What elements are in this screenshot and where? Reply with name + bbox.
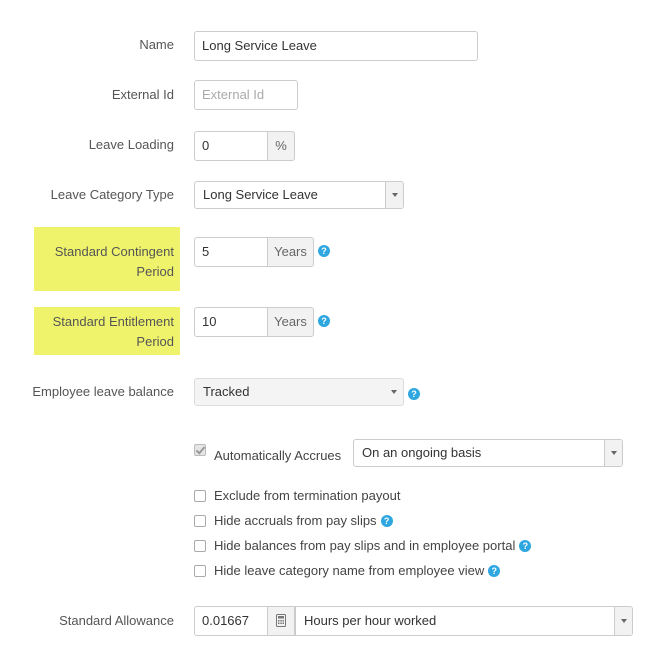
exclude-termination-checkbox[interactable] — [194, 490, 206, 502]
hide-balances-label: Hide balances from pay slips and in employee portal ? — [214, 538, 531, 554]
hide-category-name-label: Hide leave category name from employee view ? — [214, 563, 500, 579]
name-input[interactable]: Long Service Leave — [194, 31, 478, 61]
hide-accruals-label: Hide accruals from pay slips ? — [214, 513, 393, 529]
external-id-input[interactable]: External Id — [194, 80, 298, 110]
automatically-accrues-value: On an ongoing basis — [362, 445, 482, 460]
employee-leave-balance-value: Tracked — [203, 384, 250, 399]
chevron-down-icon — [391, 390, 397, 394]
leave-loading-input[interactable]: 0 — [194, 131, 268, 161]
entitlement-period-label: Standard Entitlement Period — [52, 314, 174, 349]
hide-category-name-help-icon[interactable]: ? — [488, 565, 500, 577]
chevron-down-icon — [392, 193, 398, 197]
automatically-accrues-label: Automatically Accrues — [214, 448, 342, 463]
employee-leave-balance-label: Employee leave balance — [32, 384, 174, 399]
chevron-down-icon — [621, 619, 627, 623]
calculator-addon[interactable] — [267, 606, 295, 636]
hide-category-name-checkbox[interactable] — [194, 565, 206, 577]
automatically-accrues-checkbox[interactable] — [194, 444, 206, 456]
calculator-icon — [276, 614, 286, 627]
contingent-period-input[interactable]: 5 — [194, 237, 268, 267]
leave-category-type-value: Long Service Leave — [203, 187, 318, 202]
contingent-period-unit: Years — [267, 237, 314, 267]
leave-loading-label: Leave Loading — [88, 137, 174, 152]
standard-allowance-label: Standard Allowance — [59, 613, 174, 628]
allowance-unit-value: Hours per hour worked — [304, 613, 437, 628]
allowance-unit-select[interactable] — [295, 606, 633, 636]
entitlement-period-input[interactable]: 10 — [194, 307, 268, 337]
leave-category-type-label: Leave Category Type — [50, 187, 174, 202]
contingent-period-label: Standard Contingent Period — [54, 244, 174, 279]
hide-balances-checkbox[interactable] — [194, 540, 206, 552]
hide-balances-help-icon[interactable]: ? — [519, 540, 531, 552]
contingent-period-help-icon[interactable]: ? — [318, 245, 330, 257]
employee-leave-balance-help-icon[interactable]: ? — [408, 388, 420, 400]
entitlement-period-unit: Years — [267, 307, 314, 337]
allowance-unit-dropdown-button[interactable] — [614, 607, 632, 635]
exclude-termination-label: Exclude from termination payout — [214, 488, 401, 503]
employee-leave-balance-select[interactable] — [194, 378, 404, 406]
automatically-accrues-dropdown-button[interactable] — [604, 440, 622, 466]
entitlement-period-help-icon[interactable]: ? — [318, 315, 330, 327]
chevron-down-icon — [611, 451, 617, 455]
automatically-accrues-select[interactable] — [353, 439, 623, 467]
name-label: Name — [139, 37, 174, 52]
standard-allowance-input[interactable]: 0.01667 — [194, 606, 268, 636]
leave-category-type-select[interactable] — [194, 181, 404, 209]
external-id-label: External Id — [111, 87, 174, 102]
hide-accruals-checkbox[interactable] — [194, 515, 206, 527]
hide-accruals-help-icon[interactable]: ? — [381, 515, 393, 527]
percent-addon: % — [267, 131, 295, 161]
leave-category-type-dropdown-button[interactable] — [385, 182, 403, 208]
